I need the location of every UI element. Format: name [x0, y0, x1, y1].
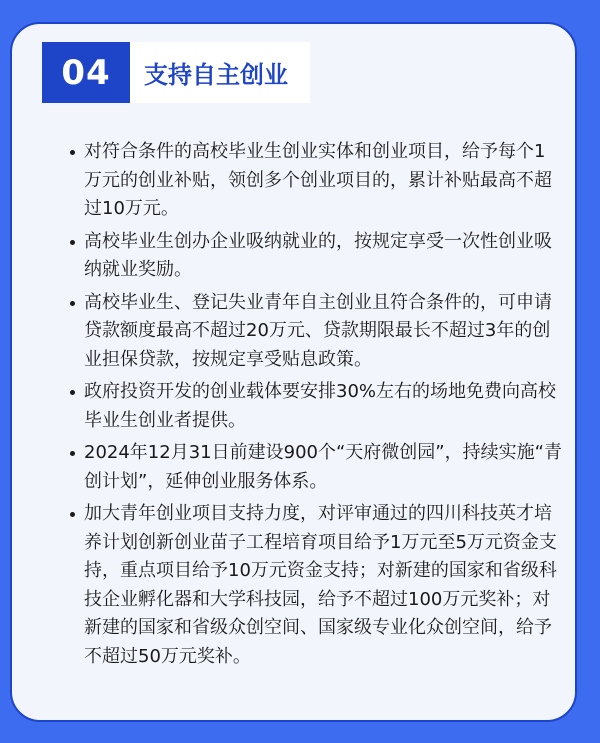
bullet-dot-icon [70, 150, 75, 155]
section-header [42, 42, 310, 103]
policy-card [10, 22, 577, 722]
policy-item-5 [84, 439, 562, 496]
policy-item-text: 高校毕业生、登记失业青年自主创业且符合条件的，可申请贷款额度最高不超过20万元、贷款期限最长不超过3年的创业担保贷款，按规定享受贴息政策。 [84, 291, 552, 370]
policy-list [84, 138, 562, 675]
bullet-dot-icon [70, 512, 75, 517]
policy-item-text: 加大青年创业项目支持力度，对评审通过的四川科技英才培养计划创新创业苗子工程培育项目给予1万元至5万元资金支持，重点项目给予10万元资金支持；对新建的国家和省级科技企业孵化器和大学科技园，给予不超过100万元奖补；对新建的国家和省级众创空间、国家级专业化众创空间，给予不超过50万元奖补。 [84, 503, 557, 667]
policy-item-1 [84, 138, 562, 224]
policy-item-text: 政府投资开发的创业载体要安排30%左右的场地免费向高校毕业生创业者提供。 [84, 381, 557, 431]
section-title: 支持自主创业 [130, 42, 310, 103]
policy-item-4 [84, 378, 562, 435]
bullet-dot-icon [70, 390, 75, 395]
bullet-dot-icon [70, 451, 75, 456]
policy-item-text: 高校毕业生创办企业吸纳就业的，按规定享受一次性创业吸纳就业奖励。 [84, 230, 552, 280]
policy-item-6 [84, 500, 562, 671]
bullet-dot-icon [70, 301, 75, 306]
policy-item-text: 2024年12月31日前建设900个“天府微创园”，持续实施“青创计划”，延伸创业服务体系。 [84, 442, 562, 492]
policy-item-2 [84, 228, 562, 285]
section-number: 04 [42, 42, 130, 103]
policy-item-3 [84, 289, 562, 375]
bullet-dot-icon [70, 240, 75, 245]
policy-item-text: 对符合条件的高校毕业生创业实体和创业项目，给予每个1万元的创业补贴，领创多个创业项目的，累计补贴最高不超过10万元。 [84, 141, 552, 219]
